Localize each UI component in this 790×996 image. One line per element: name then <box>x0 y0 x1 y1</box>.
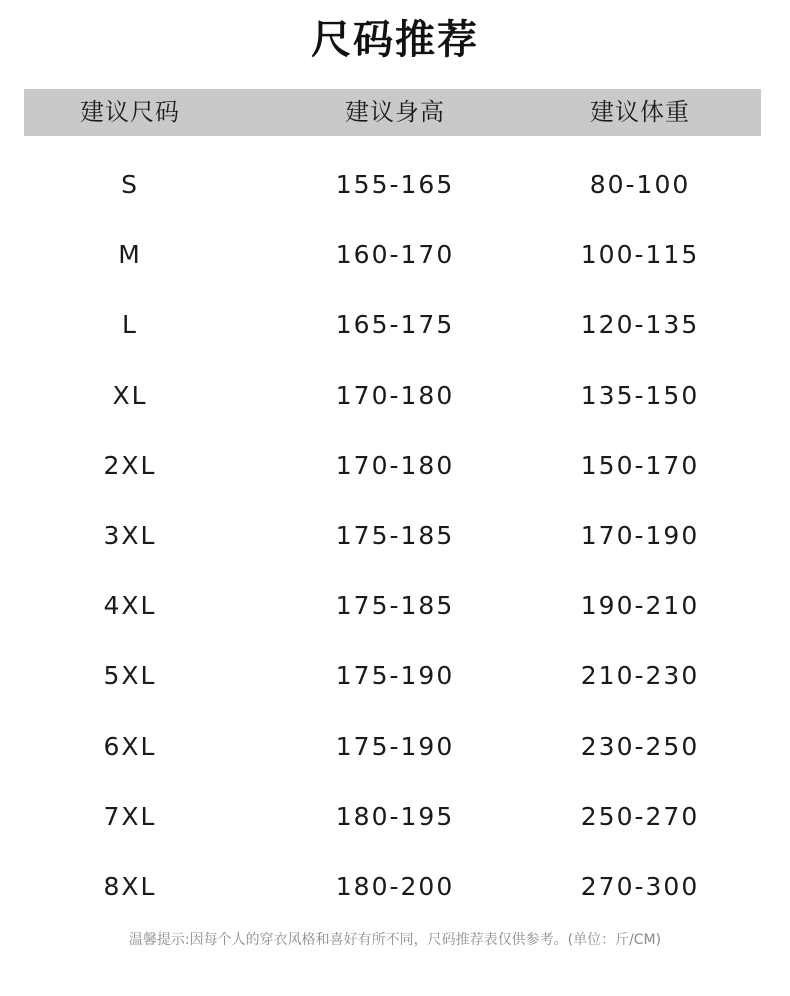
table-header <box>24 89 761 136</box>
table-row <box>0 782 790 852</box>
height-cell: 175-190 <box>335 661 455 691</box>
weight-cell: 170-190 <box>580 520 700 550</box>
size-cell: XL <box>112 380 148 410</box>
weight-cell: 230-250 <box>580 731 700 761</box>
size-cell: 4XL <box>103 591 157 621</box>
size-cell: 5XL <box>103 661 157 691</box>
size-cell: 6XL <box>103 731 157 761</box>
weight-cell: 270-300 <box>580 871 700 901</box>
size-cell: 2XL <box>103 450 157 480</box>
weight-cell: 80-100 <box>589 170 691 199</box>
height-cell: 175-190 <box>335 731 455 761</box>
header-weight: 建议体重 <box>590 98 690 126</box>
table-row <box>0 361 790 431</box>
table-row <box>0 852 790 922</box>
height-cell: 160-170 <box>335 240 455 270</box>
weight-cell: 120-135 <box>580 310 700 340</box>
table-row <box>0 712 790 782</box>
header-height: 建议身高 <box>345 98 445 126</box>
size-cell: M <box>118 240 142 270</box>
table-row <box>0 150 790 220</box>
size-cell: 7XL <box>103 801 157 831</box>
weight-cell: 250-270 <box>580 801 700 831</box>
table-row <box>0 431 790 501</box>
height-cell: 180-200 <box>335 871 455 901</box>
height-cell: 170-180 <box>335 380 455 410</box>
table-row <box>0 220 790 290</box>
height-cell: 170-180 <box>335 450 455 480</box>
height-cell: 175-185 <box>335 520 455 550</box>
weight-cell: 150-170 <box>580 450 700 480</box>
weight-cell: 190-210 <box>580 591 700 621</box>
height-cell: 165-175 <box>335 310 455 340</box>
size-cell: L <box>122 310 138 340</box>
height-cell: 175-185 <box>335 591 455 621</box>
size-cell: 3XL <box>103 520 157 550</box>
table-row <box>0 290 790 360</box>
size-cell: 8XL <box>103 871 157 901</box>
weight-cell: 210-230 <box>580 661 700 691</box>
page-title: 尺码推荐 <box>311 17 479 63</box>
table-row <box>0 501 790 571</box>
header-size: 建议尺码 <box>80 98 180 126</box>
height-cell: 155-165 <box>335 170 455 199</box>
table-row <box>0 641 790 711</box>
size-table-body <box>0 150 790 922</box>
table-row <box>0 571 790 641</box>
footnote: 温馨提示:因每个人的穿衣风格和喜好有所不同，尺码推荐表仅供参考。(单位：斤/CM) <box>128 932 662 948</box>
size-cell: S <box>121 170 139 199</box>
height-cell: 180-195 <box>335 801 455 831</box>
weight-cell: 135-150 <box>580 380 700 410</box>
weight-cell: 100-115 <box>580 240 700 270</box>
